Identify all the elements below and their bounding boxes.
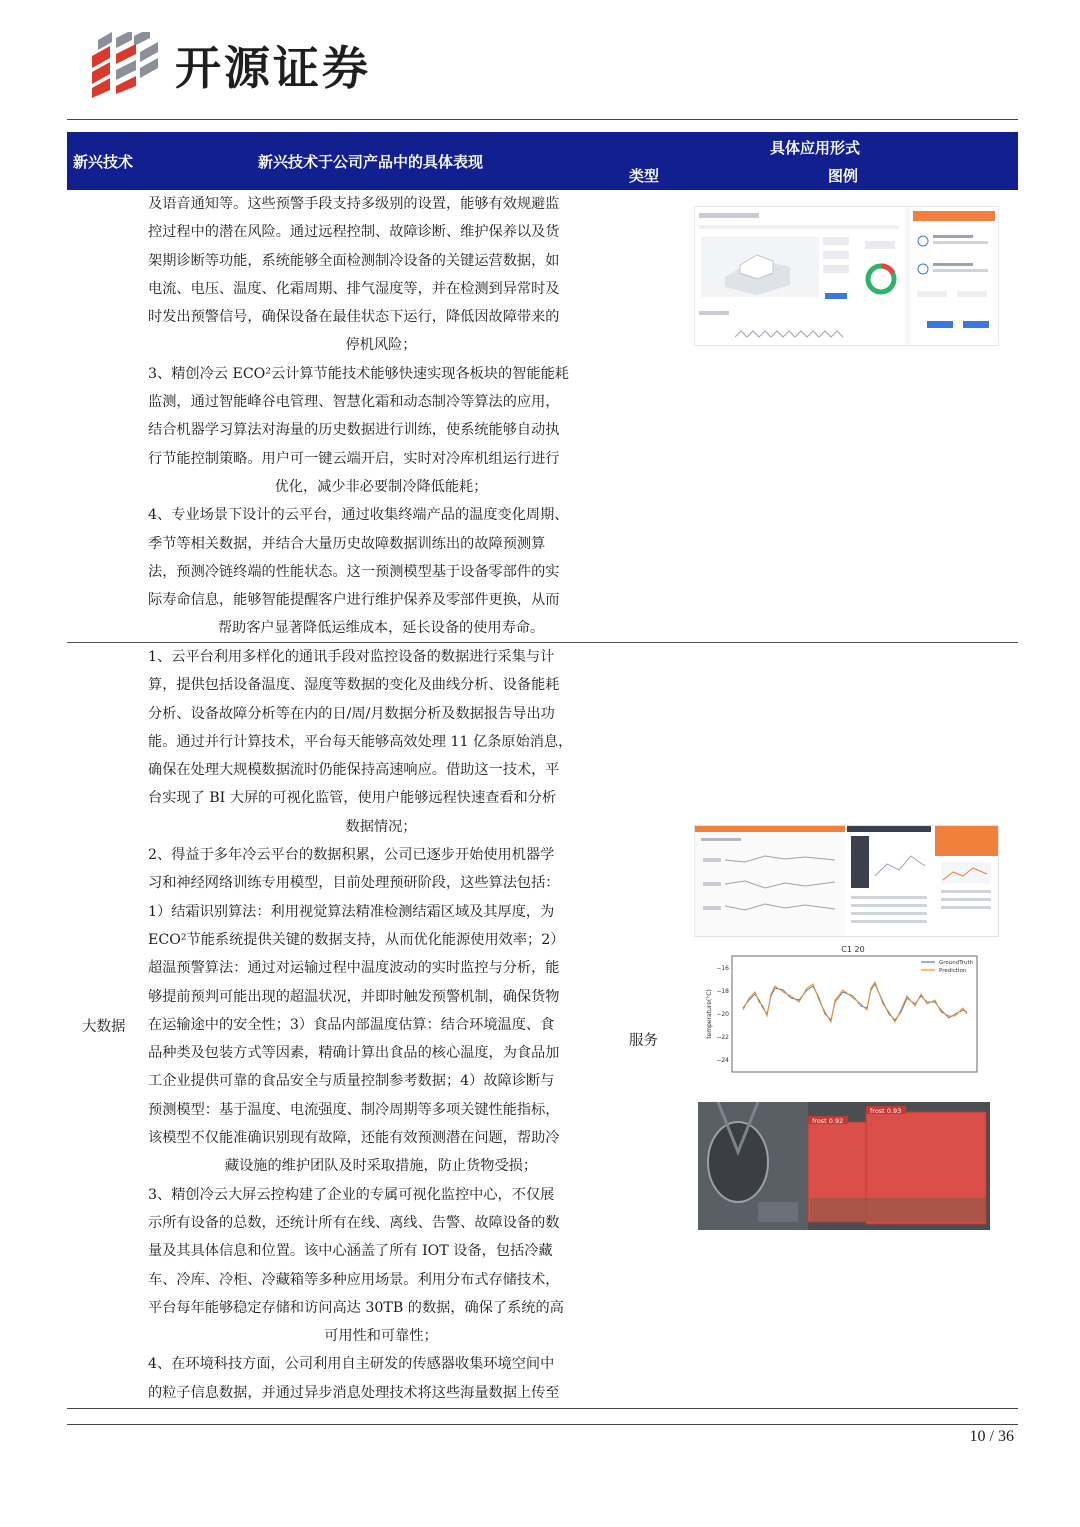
para-5-2: 习和神经网络训练专用模型，目前处理预研阶段，这些算法包括： [148,875,560,892]
cold-cloud-dashboard-screenshot [694,206,999,346]
para-1-1: 及语音通知等。这些预警手段支持多级别的设置，能够有效规避监 [148,196,560,212]
temperature-prediction-chart [703,940,985,1086]
para-4-1: 1、云平台利用多样化的通讯手段对监控设备的数据进行采集与计 [148,649,555,665]
para-2-5: 优化，减少非必要制冷降低能耗； [274,478,488,495]
footer-divider-2 [67,1424,1018,1425]
para-1-4: 电流、电压、温度、化霜周期、排气湿度等，并在检测到异常时及 [148,280,560,297]
para-5-9: 工企业提供可靠的食品安全与质量控制参考数据；4）故障诊断与 [148,1073,555,1090]
col-app: 具体应用形式 [770,139,861,157]
para-5-8: 品种类及包装方式等因素，精确计算出食品的核心温度，为食品加 [148,1045,560,1062]
ytick-4: −22 [716,1034,729,1041]
chart-title: C1 20 [841,945,865,954]
ytick-3: −20 [716,1011,729,1018]
table-header [67,132,1018,190]
page-number: 10 / 36 [969,1428,1014,1445]
para-3-5: 帮助客户显著降低运维成本，延长设备的使用寿命。 [217,620,545,637]
type-label-service: 服务 [629,1033,658,1049]
frost-label-1: frost 0.92 [812,1117,844,1125]
para-7-1: 4、在环境科技方面，公司利用自主研发的传感器收集环境空间中 [148,1356,555,1373]
col-tech: 新兴技术 [73,153,134,171]
col-example: 图例 [828,167,859,185]
frost-detection-photo [698,1102,990,1230]
col-desc: 新兴技术于公司产品中的具体表现 [258,153,484,171]
para-5-10: 预测模型：基于温度、电流强度、制冷周期等多项关键性能指标， [148,1101,560,1118]
temperature-chart-svg [703,940,985,1086]
ytick-2: −18 [716,988,729,995]
header-divider [67,119,1018,120]
para-6-5: 平台每年能够稳定存储和访问高达 30TB 的数据，确保了系统的高 [148,1299,564,1316]
para-4-2: 算，提供包括设备温度、湿度等数据的变化及曲线分析、设备能耗 [148,677,560,694]
para-6-4: 车、冷库、冷柜、冷藏箱等多种应用场景。利用分布式存储技术， [148,1271,560,1288]
para-2-4: 行节能控制策略。用户可一键云端开启，实时对冷库机组运行进行 [148,450,560,467]
para-4-4: 能。通过并行计算技术，平台每天能够高效处理 11 亿条原始消息， [148,733,573,750]
para-2-3: 结合机器学习算法对海量的历史数据进行训练，使系统能够自动执 [148,422,560,439]
para-6-2: 示所有设备的总数，还统计所有在线、离线、告警、故障设备的数 [148,1214,560,1231]
frost-detection-illustration [698,1102,990,1230]
para-5-11: 该模型不仅能准确识别现有故障，还能有效预测潜在问题，帮助冷 [148,1130,560,1147]
ytick-1: −16 [716,965,729,972]
para-4-7: 数据情况； [345,818,417,835]
para-1-5: 时发出预警信号，确保设备在最佳状态下运行，降低因故障带来的 [148,309,560,326]
para-3-4: 际寿命信息，能够智能提醒客户进行维护保养及零部件更换，从而 [148,592,560,609]
para-3-1: 4、专业场景下设计的云平台，通过收集终端产品的温度变化周期、 [148,507,569,524]
series-truth-line [743,984,967,1020]
para-2-2: 监测，通过智能峰谷电管理、智慧化霜和动态制冷等算法的应用， [148,394,560,411]
chart-ylabel: temperature(°C) [706,989,713,1039]
para-6-3: 量及其具体信息和位置。该中心涵盖了所有 IOT 设备，包括冷藏 [148,1243,553,1260]
para-7-2: 的粒子信息数据，并通过异步消息处理技术将这些海量数据上传至 [148,1384,560,1401]
bi-dashboard-screenshot [694,825,999,937]
para-3-2: 季节等相关数据，并结合大量历史故障数据训练出的故障预测算 [148,535,546,552]
para-4-6: 台实现了 BI 大屏的可视化监管，使用户能够远程快速查看和分析 [148,790,557,807]
row1-description [148,190,614,643]
bi-dashboard-illustration [695,826,998,936]
legend-truth: GroundTruth [939,960,974,966]
para-6-6: 可用性和可靠性； [324,1328,438,1345]
para-1-3: 架期诊断等功能，系统能够全面检测制冷设备的关键运营数据，如 [148,252,560,269]
brand-logo [88,30,371,100]
col-type: 类型 [629,167,660,185]
kaiyuan-logo-icon [88,32,163,98]
brand-name: 开源证券 [175,41,371,95]
ytick-5: −24 [716,1057,729,1064]
para-1-6: 停机风险； [345,337,417,354]
para-2-1: 3、精创冷云 ECO²云计算节能技术能够快速实现各板块的智能能耗 [148,365,569,382]
para-5-6: 够提前预判可能出现的超温状况，并即时触发预警机制，确保货物 [148,988,560,1005]
frost-label-2: frost 0.93 [870,1107,902,1115]
para-3-3: 法，预测冷链终端的性能状态。这一预测模型基于设备零部件的实 [148,563,560,580]
para-6-1: 3、精创冷云大屏云控构建了企业的专属可视化监控中心，不仅展 [148,1186,555,1203]
para-4-3: 分析、设备故障分析等在内的日/周/月数据分析及数据报告导出功 [148,705,555,722]
para-5-12: 藏设施的维护团队及时采取措施，防止货物受损； [224,1158,538,1175]
dashboard-illustration [695,207,998,345]
footer-divider [67,1408,1018,1409]
para-5-3: 1）结霜识别算法：利用视觉算法精准检测结霜区域及其厚度，为 [148,903,555,920]
tech-label-big-data: 大数据 [82,1019,126,1035]
x-tick-band [737,1074,967,1080]
para-5-5: 超温预警算法：通过对运输过程中温度波动的实时监控与分析，能 [148,960,560,977]
row2-description [148,643,614,1407]
para-5-7: 在运输途中的安全性；3）食品内部温度估算：结合环境温度、食 [148,1016,555,1033]
legend-pred: Prediction [939,968,967,974]
para-4-5: 确保在处理大规模数据流时仍能保持高速响应。借助这一技术，平 [148,762,560,779]
para-5-4: ECO²节能系统提供关键的数据支持，从而优化能源使用效率；2） [148,931,565,948]
para-1-2: 控过程中的潜在风险。通过远程控制、故障诊断、维护保养以及货 [148,224,560,241]
para-5-1: 2、得益于多年冷云平台的数据积累，公司已逐步开始使用机器学 [148,847,555,864]
